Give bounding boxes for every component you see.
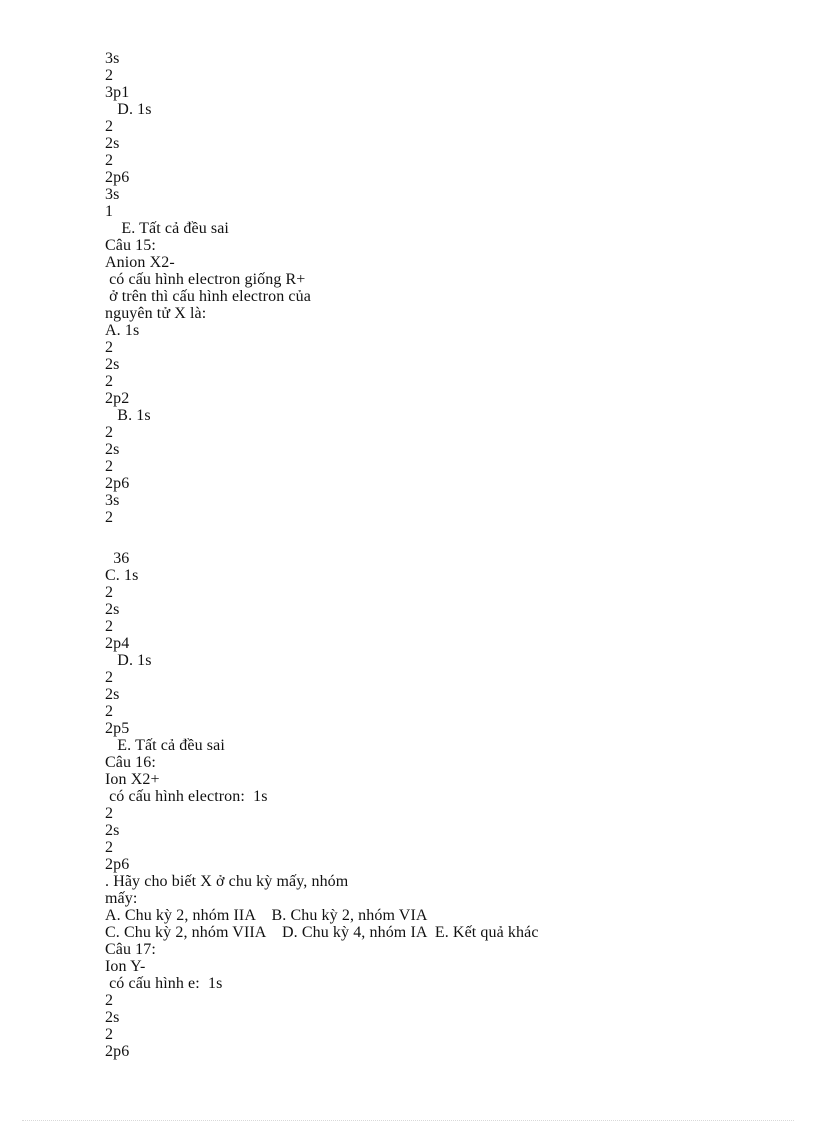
text-line: 2s	[105, 356, 120, 373]
text-line: 2s	[105, 1009, 120, 1026]
option-b-line: B. 1s	[105, 407, 151, 424]
text-line: 2s	[105, 601, 120, 618]
text-line: ở trên thì cấu hình electron của	[105, 288, 311, 305]
text-line: 2p6	[105, 856, 130, 873]
text-line: 2	[105, 339, 114, 356]
text-line: 2	[105, 805, 114, 822]
text-line: . Hãy cho biết X ở chu kỳ mấy, nhóm	[105, 873, 349, 890]
text-line: 2	[105, 424, 114, 441]
text-line: 2s	[105, 135, 120, 152]
text-line: 2	[105, 509, 114, 526]
page-number: 36	[105, 550, 130, 567]
text-line: 2	[105, 703, 114, 720]
document-body	[105, 50, 745, 1060]
text-line: 2s	[105, 822, 120, 839]
text-line: 2	[105, 669, 114, 686]
text-line: 2	[105, 458, 114, 475]
text-line: 2s	[105, 686, 120, 703]
text-line: 2	[105, 67, 114, 84]
text-line: 1	[105, 203, 114, 220]
option-d-line: D. 1s	[105, 101, 152, 118]
text-line: có cấu hình electron giống R+	[105, 271, 306, 288]
answer-options-line: A. Chu kỳ 2, nhóm IIA B. Chu kỳ 2, nhóm VIA	[105, 907, 428, 924]
text-line: 2p6	[105, 169, 130, 186]
text-line: nguyên tử X là:	[105, 305, 207, 322]
option-d-line: D. 1s	[105, 652, 152, 669]
text-line: Ion Y-	[105, 958, 146, 975]
text-line: 2p2	[105, 390, 130, 407]
text-line: 3s	[105, 186, 120, 203]
text-line: có cấu hình electron: 1s	[105, 788, 268, 805]
text-line: 2p6	[105, 1043, 130, 1060]
text-line: 2s	[105, 441, 120, 458]
text-line: Anion X2-	[105, 254, 175, 271]
text-line: 2	[105, 1026, 114, 1043]
option-e-line: E. Tất cả đều sai	[105, 737, 225, 754]
text-line: 2p5	[105, 720, 130, 737]
text-line: 2p6	[105, 475, 130, 492]
text-line: mấy:	[105, 890, 138, 907]
text-line: 2	[105, 992, 114, 1009]
question-heading: Câu 15:	[105, 237, 156, 254]
text-line: Ion X2+	[105, 771, 160, 788]
text-line: 2p4	[105, 635, 130, 652]
text-line: 2	[105, 373, 114, 390]
question-heading: Câu 16:	[105, 754, 156, 771]
blank-line	[105, 526, 745, 550]
answer-options-line: C. Chu kỳ 2, nhóm VIIA D. Chu kỳ 4, nhóm IA E. Kết quả khác	[105, 924, 539, 941]
option-a-line: A. 1s	[105, 322, 140, 339]
option-e-line: E. Tất cả đều sai	[105, 220, 229, 237]
page-bottom-divider	[22, 1120, 794, 1121]
text-line: 2	[105, 839, 114, 856]
text-line: 3s	[105, 50, 120, 67]
text-line: có cấu hình e: 1s	[105, 975, 223, 992]
text-line: 2	[105, 584, 114, 601]
question-heading: Câu 17:	[105, 941, 156, 958]
text-line: 2	[105, 152, 114, 169]
text-line: 3s	[105, 492, 120, 509]
text-line: 2	[105, 618, 114, 635]
text-line: 3p1	[105, 84, 130, 101]
text-line: 2	[105, 118, 114, 135]
option-c-line: C. 1s	[105, 567, 139, 584]
